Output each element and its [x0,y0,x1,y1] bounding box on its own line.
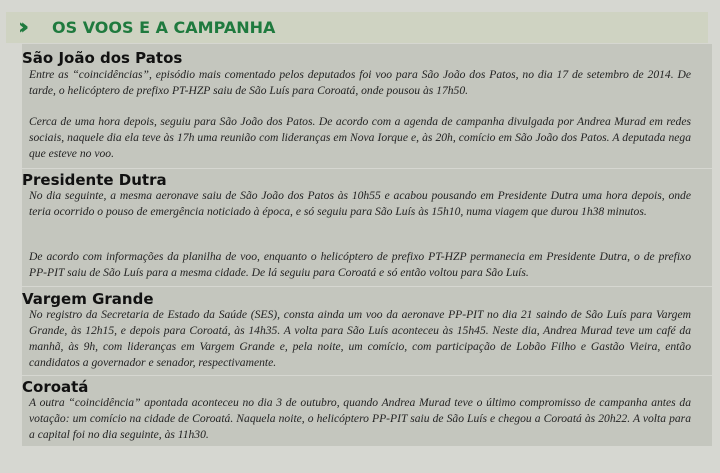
header-title: OS VOOS E A CAMPANHA [52,18,276,37]
paragraph-presidente-dutra-2: De acordo com informações da planilha de voo, enquanto o helicóptero de prefixo PT-HZP permanecia em Presidente Dutra, o de prefixo PP-PIT saiu de São Luís para a mesma cidade. De lá seguiu para Coroatá e só então voltou para São Luís. [29,250,691,279]
double-chevron-icon: ›› [18,14,23,40]
section-title-vargem-grande: Vargem Grande [22,290,154,308]
section-title-sao-joao-dos-patos: São João dos Patos [22,49,183,67]
section-title-presidente-dutra: Presidente Dutra [22,171,167,189]
paragraph-coroata-1: A outra “coincidência” apontada aconteceu no dia 3 de outubro, quando Andrea Murad teve o último compromisso de campanha antes da votação: um comício na cidade de Coroatá. Naquela noite, o helicóptero PP-PIT saiu de São Luís e chegou a Coroatá às 20h22. A volta para a capital foi no dia seguinte, às 11h30. [29,396,691,441]
paragraph-sao-joao-2: Cerca de uma hora depois, seguiu para São João dos Patos. De acordo com a agenda de campanha divulgada por Andrea Murad em redes sociais, naquele dia ela teve às 17h uma reunião com lideranças em Nova Iorque e, às 20h, comício em São João dos Patos. A deputada nega que esteve no voo. [29,115,691,160]
section-title-coroata: Coroatá [22,378,89,396]
section-header [6,12,708,43]
paragraph-vargem-grande-1: No registro da Secretaria de Estado da Saúde (SES), consta ainda um voo da aeronave PP-PIT no dia 21 saindo de São Luís para Vargem Grande, às 12h15, e depois para Coroatá, às 14h35. A volta para São Luís aconteceu às 15h45. Neste dia, Andrea Murad teve um café da manhã, às 9h, com lideranças em Vargem Grande e, pela noite, um comício, com participação de Lobão Filho e Gastão Vieira, então candidatos a governador e senador, respectivamente. [29,308,691,369]
paragraph-presidente-dutra-1: No dia seguinte, a mesma aeronave saiu de São João dos Patos às 10h55 e acabou pousando em Presidente Dutra uma hora depois, onde teria ocorrido o pouso de emergência noticiado à época, e só seguiu para São Luís às 15h10, numa viagem que durou 1h38 minutos. [29,189,691,218]
paragraph-sao-joao-1: Entre as “coincidências”, episódio mais comentado pelos deputados foi voo para São João dos Patos, no dia 17 de setembro de 2014. De tarde, o helicóptero de prefixo PT-HZP saiu de São Luís para Coroatá, onde pousou às 17h50. [29,68,691,97]
